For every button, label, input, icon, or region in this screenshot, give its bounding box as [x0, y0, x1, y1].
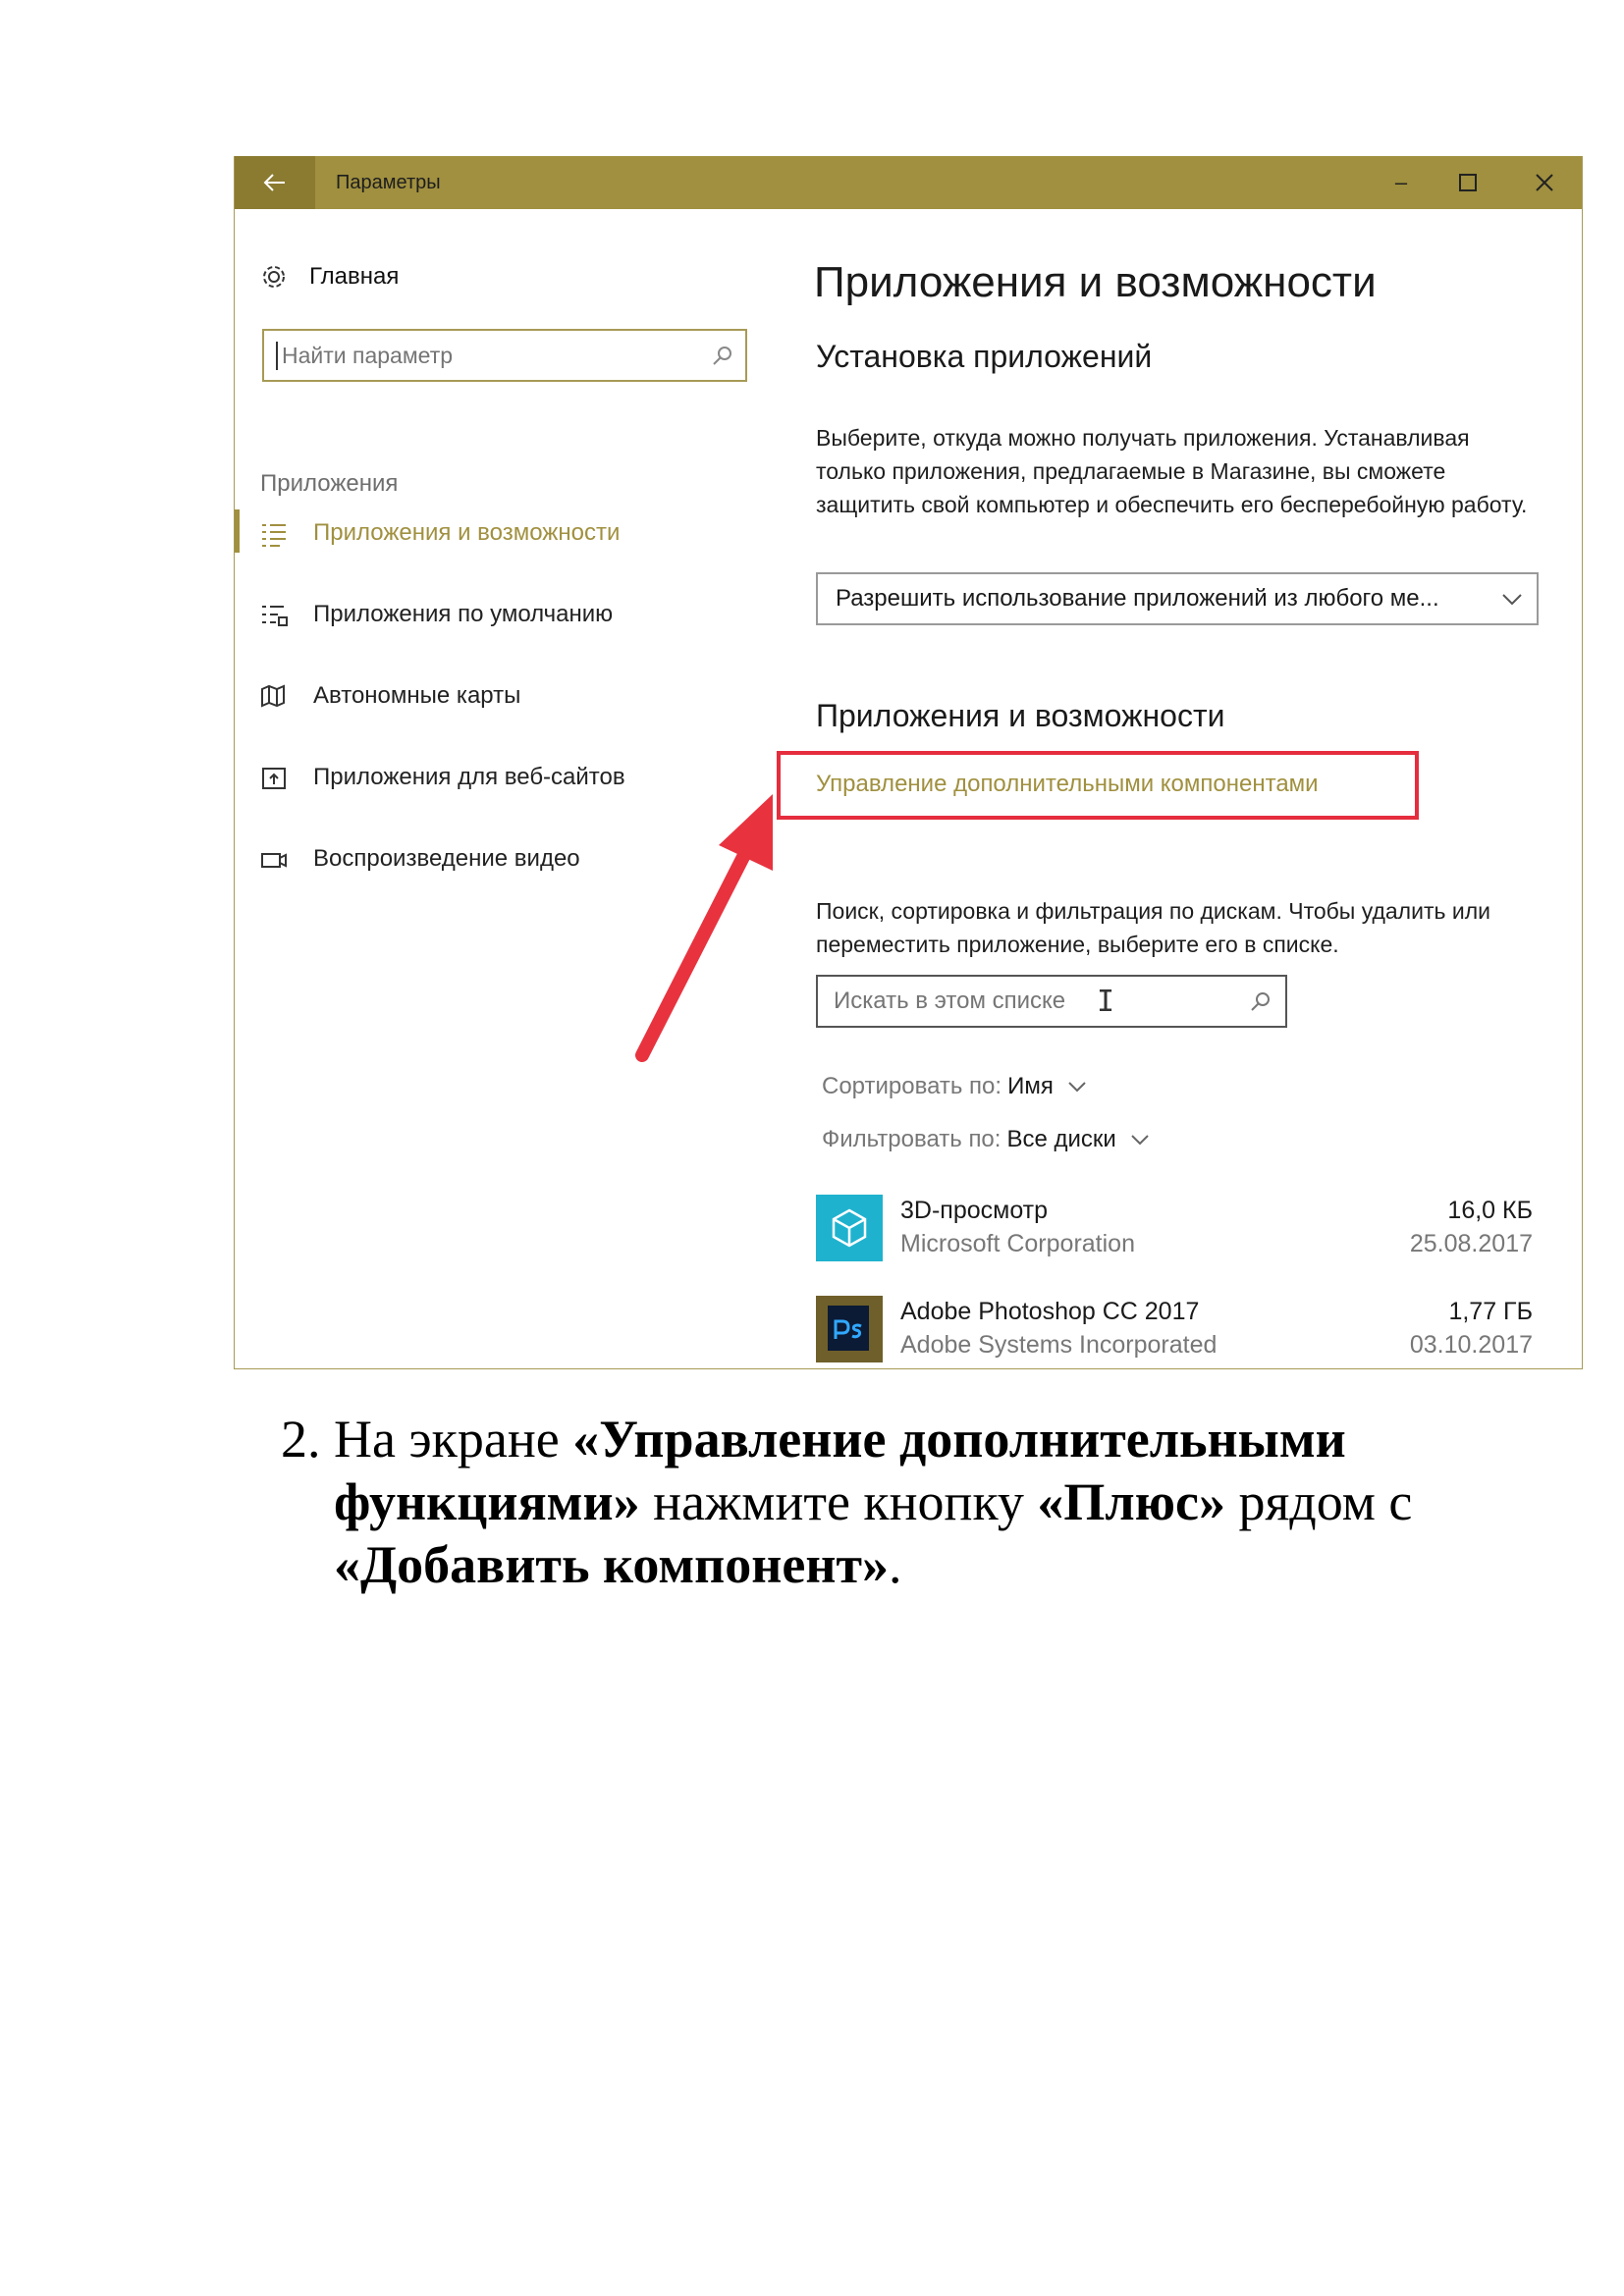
gear-icon	[260, 263, 288, 291]
video-playback-icon	[260, 846, 288, 874]
default-apps-icon	[260, 602, 288, 629]
close-icon	[1536, 174, 1553, 191]
caption-bold: «Добавить компонент»	[334, 1535, 889, 1594]
apps-for-websites-icon	[260, 765, 288, 792]
app-date: 25.08.2017	[1409, 1230, 1533, 1257]
back-button[interactable]	[235, 156, 315, 209]
title-bar	[235, 156, 1582, 209]
close-button[interactable]	[1507, 156, 1582, 209]
window-title: Параметры	[336, 172, 441, 193]
chevron-down-icon	[1067, 1080, 1087, 1094]
list-search-box[interactable]	[816, 975, 1287, 1028]
caption-text: На экране	[334, 1410, 573, 1468]
search-icon[interactable]	[712, 345, 733, 366]
app-size: 1,77 ГБ	[1448, 1298, 1533, 1325]
search-icon[interactable]	[1250, 990, 1272, 1012]
app-name: Adobe Photoshop CC 2017	[900, 1298, 1200, 1325]
sidebar-item-label: Автономные карты	[313, 682, 521, 709]
sidebar-item-video-playback[interactable]	[235, 829, 765, 888]
app-publisher: Microsoft Corporation	[900, 1230, 1135, 1257]
app-name: 3D-просмотр	[900, 1197, 1049, 1224]
page-title: Приложения и возможности	[814, 258, 1377, 306]
filter-label: Фильтровать по:	[822, 1126, 1001, 1152]
sidebar-item-offline-maps[interactable]	[235, 667, 765, 725]
apps-heading: Приложения и возможности	[816, 698, 1225, 733]
filter-control[interactable]	[822, 1126, 1150, 1153]
caption-bold: «Управление дополнительными функциями»	[334, 1410, 1346, 1531]
3d-viewer-icon	[816, 1195, 883, 1261]
instruction-caption	[281, 1408, 1518, 1596]
chevron-down-icon	[1130, 1133, 1150, 1147]
maximize-button[interactable]	[1431, 156, 1505, 209]
install-description: Выберите, откуда можно получать приложения. Устанавливая только приложения, предлагаемые в Магазине, вы сможете защитить свой компьютер и обеспечить его бесперебойную работу.	[816, 425, 1528, 517]
home-link[interactable]	[260, 263, 399, 291]
sort-value: Имя	[1007, 1073, 1054, 1099]
list-search-input[interactable]	[832, 987, 1250, 1016]
app-row[interactable]	[816, 1195, 1533, 1267]
app-publisher: Adobe Systems Incorporated	[900, 1331, 1218, 1359]
install-source-dropdown[interactable]	[816, 572, 1539, 625]
sort-control[interactable]	[822, 1073, 1087, 1100]
photoshop-icon	[816, 1296, 883, 1362]
settings-search-input[interactable]	[276, 342, 712, 370]
step-number: 2.	[281, 1410, 321, 1468]
maximize-icon	[1459, 174, 1477, 191]
sort-label: Сортировать по:	[822, 1073, 1002, 1099]
sidebar-item-default-apps[interactable]	[235, 585, 765, 644]
manage-optional-features-link[interactable]: Управление дополнительными компонентами	[816, 771, 1319, 797]
settings-screenshot	[234, 156, 1583, 1369]
sidebar-item-apps-features[interactable]	[235, 504, 765, 562]
install-heading: Установка приложений	[816, 339, 1153, 374]
home-label: Главная	[309, 263, 400, 290]
sidebar-item-label: Воспроизведение видео	[313, 845, 580, 872]
app-row[interactable]	[816, 1296, 1533, 1368]
text-cursor-icon: I	[1097, 985, 1115, 1019]
sidebar	[235, 209, 765, 1369]
offline-maps-icon	[260, 683, 288, 711]
sidebar-item-label: Приложения для веб-сайтов	[313, 764, 625, 790]
app-size: 16,0 КБ	[1447, 1197, 1533, 1224]
dropdown-value: Разрешить использование приложений из любого ме...	[836, 585, 1439, 612]
minimize-button[interactable]	[1364, 156, 1438, 209]
caption-bold: «Плюс»	[1037, 1472, 1225, 1531]
step-text	[334, 1408, 1518, 1596]
section-label: Приложения	[260, 470, 399, 497]
back-arrow-icon	[263, 173, 287, 192]
chevron-down-icon	[1501, 588, 1523, 610]
caption-text: .	[889, 1535, 902, 1594]
highlight-box	[777, 751, 1419, 820]
caption-text: нажмите кнопку	[639, 1472, 1038, 1531]
sidebar-item-label: Приложения по умолчанию	[313, 601, 614, 627]
app-date: 03.10.2017	[1409, 1331, 1533, 1359]
minimize-icon: –	[1394, 170, 1408, 194]
filter-value: Все диски	[1006, 1126, 1116, 1152]
apps-description: Поиск, сортировка и фильтрация по дискам. Чтобы удалить или переместить приложение, выберите его в списке.	[816, 898, 1490, 957]
caption-text: рядом с	[1224, 1472, 1413, 1531]
settings-search-box[interactable]	[262, 329, 747, 382]
sidebar-item-label: Приложения и возможности	[313, 519, 621, 546]
sidebar-item-apps-for-websites[interactable]	[235, 748, 765, 807]
main-panel	[814, 209, 1560, 1369]
apps-features-icon	[260, 520, 288, 548]
